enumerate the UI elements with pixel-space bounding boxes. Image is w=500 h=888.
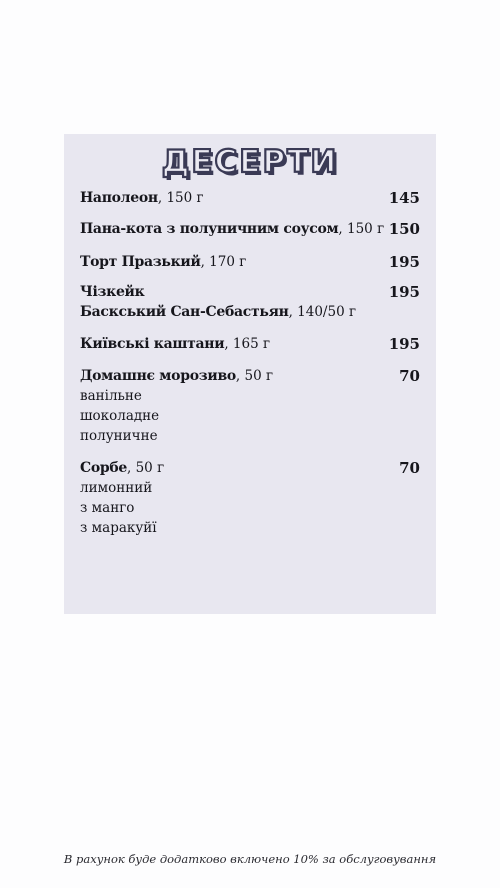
item-option: полуничне bbox=[80, 428, 158, 444]
item-option: ванільне bbox=[80, 388, 142, 404]
item-option: з маракуйї bbox=[80, 520, 157, 536]
item-name-line1: Чізкейк bbox=[80, 284, 145, 300]
item-price: 150 bbox=[388, 220, 420, 238]
item-name: Домашнє морозиво bbox=[80, 368, 236, 384]
menu-item bbox=[80, 188, 420, 208]
menu-panel bbox=[64, 134, 436, 614]
item-name: Торт Празький bbox=[80, 254, 201, 270]
item-name: Наполеон bbox=[80, 190, 158, 206]
item-option: шоколадне bbox=[80, 408, 160, 424]
item-price: 195 bbox=[388, 335, 420, 353]
item-weight: , 50 г bbox=[235, 368, 274, 384]
item-option: лимонний bbox=[80, 480, 153, 496]
item-name: Сорбе bbox=[80, 460, 128, 476]
item-price: 70 bbox=[399, 367, 420, 385]
item-price: 70 bbox=[399, 459, 420, 477]
menu-item bbox=[80, 282, 420, 322]
menu-title: ДЕСЕРТИ bbox=[161, 144, 339, 180]
item-weight: , 140/50 г bbox=[288, 304, 357, 320]
menu-item bbox=[80, 366, 420, 446]
item-weight: , 150 г bbox=[338, 221, 385, 237]
menu-item bbox=[80, 458, 420, 538]
menu-item bbox=[80, 252, 420, 272]
item-name-line2: Баскський Сан-Себастьян bbox=[80, 304, 289, 320]
item-price: 145 bbox=[388, 189, 420, 207]
item-weight: , 150 г bbox=[157, 190, 204, 206]
item-price: 195 bbox=[388, 283, 420, 301]
item-weight: , 165 г bbox=[224, 336, 271, 352]
menu-item bbox=[80, 334, 420, 354]
menu-item bbox=[80, 219, 420, 239]
item-name: Київські каштани bbox=[80, 336, 225, 352]
item-name: Пана-кота з полуничним соусом bbox=[80, 221, 339, 237]
item-weight: , 50 г bbox=[127, 460, 165, 476]
item-weight: , 170 г bbox=[200, 254, 247, 270]
item-price: 195 bbox=[388, 253, 420, 271]
item-option: з манго bbox=[80, 500, 135, 516]
service-charge-note: В рахунок буде додатково включено 10% за обслуговування bbox=[63, 852, 437, 866]
